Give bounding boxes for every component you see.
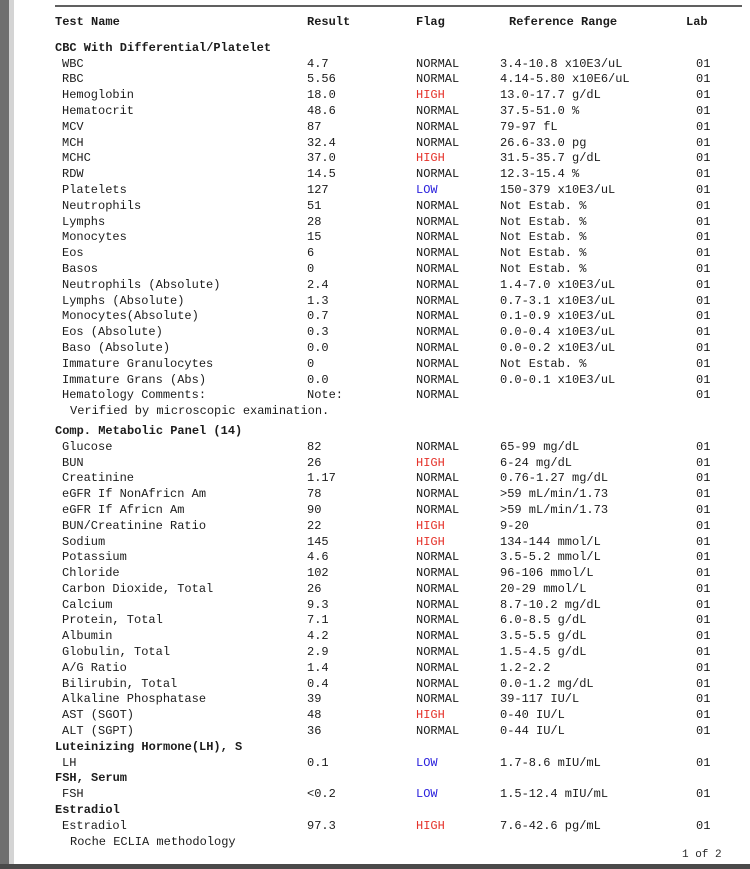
- test-name: Eos (Absolute): [62, 325, 163, 340]
- flag-value: NORMAL: [416, 471, 460, 486]
- flag-value: NORMAL: [416, 246, 460, 261]
- test-row: [0, 661, 750, 677]
- result-value: 127: [307, 182, 329, 197]
- result-value: 48.6: [307, 103, 336, 118]
- flag-value: NORMAL: [416, 325, 460, 340]
- flag-value: NORMAL: [416, 487, 460, 502]
- note-text: Roche ECLIA methodology: [70, 834, 236, 849]
- reference-range: 0.0-0.4 x10E3/uL: [500, 325, 616, 340]
- test-row: [0, 199, 750, 215]
- reference-range: Not Estab. %: [500, 198, 587, 213]
- test-row: [0, 373, 750, 389]
- test-row: [0, 357, 750, 373]
- flag-value: NORMAL: [416, 340, 460, 355]
- test-row: [0, 215, 750, 231]
- lab-code: 01: [696, 182, 711, 197]
- test-name: Lymphs: [62, 214, 106, 229]
- lab-code: 01: [696, 198, 711, 213]
- test-name: Immature Granulocytes: [62, 356, 214, 371]
- test-name: Hemoglobin: [62, 88, 135, 103]
- lab-code: 01: [696, 439, 711, 454]
- result-value: 14.5: [307, 167, 336, 182]
- reference-range: 96-106 mmol/L: [500, 566, 594, 581]
- flag-value: NORMAL: [416, 597, 460, 612]
- lab-code: 01: [696, 455, 711, 470]
- lab-code: 01: [696, 72, 711, 87]
- header-rule: [55, 5, 742, 7]
- reference-range: 1.5-12.4 mIU/mL: [500, 787, 609, 802]
- test-row: [0, 629, 750, 645]
- test-row: [0, 756, 750, 772]
- result-value: 37.0: [307, 151, 336, 166]
- lab-code: 01: [696, 597, 711, 612]
- test-name: eGFR If NonAfricn Am: [62, 487, 207, 502]
- lab-code: 01: [696, 167, 711, 182]
- lab-code: 01: [696, 645, 711, 660]
- reference-range: 26.6-33.0 pg: [500, 135, 587, 150]
- flag-value: NORMAL: [416, 56, 460, 71]
- test-row: [0, 550, 750, 566]
- flag-value: HIGH: [416, 708, 445, 723]
- result-value: 51: [307, 198, 322, 213]
- reference-range: 4.14-5.80 x10E6/uL: [500, 72, 630, 87]
- result-value: 1.17: [307, 471, 336, 486]
- lab-code: 01: [696, 487, 711, 502]
- reference-range: 37.5-51.0 %: [500, 103, 580, 118]
- test-name: Creatinine: [62, 471, 135, 486]
- lab-code: 01: [696, 119, 711, 134]
- result-value: Note:: [307, 388, 344, 403]
- flag-value: HIGH: [416, 455, 445, 470]
- flag-value: NORMAL: [416, 103, 460, 118]
- section-row: [0, 740, 750, 756]
- reference-range: Not Estab. %: [500, 246, 587, 261]
- section-title: FSH, Serum: [55, 771, 128, 786]
- result-value: 1.4: [307, 660, 329, 675]
- result-value: 78: [307, 487, 322, 502]
- test-row: [0, 819, 750, 835]
- section-row: [0, 41, 750, 57]
- test-row: [0, 246, 750, 262]
- reference-range: >59 mL/min/1.73: [500, 502, 609, 517]
- result-value: 87: [307, 119, 322, 134]
- lab-code: 01: [696, 103, 711, 118]
- test-name: Chloride: [62, 566, 120, 581]
- reference-range: 0.0-1.2 mg/dL: [500, 676, 594, 691]
- lab-code: 01: [696, 581, 711, 596]
- result-value: 48: [307, 708, 322, 723]
- column-header-flag: Flag: [416, 15, 445, 29]
- test-row: [0, 294, 750, 310]
- lab-code: 01: [696, 550, 711, 565]
- lab-code: 01: [696, 261, 711, 276]
- result-value: 82: [307, 439, 322, 454]
- section-title: Estradiol: [55, 803, 120, 818]
- test-row: [0, 503, 750, 519]
- test-name: Eos: [62, 246, 84, 261]
- reference-range: 6.0-8.5 g/dL: [500, 613, 587, 628]
- test-row: [0, 230, 750, 246]
- lab-code: 01: [696, 818, 711, 833]
- lab-code: 01: [696, 471, 711, 486]
- result-value: 0.3: [307, 325, 329, 340]
- flag-value: NORMAL: [416, 692, 460, 707]
- test-name: Monocytes(Absolute): [62, 309, 199, 324]
- reference-range: 134-144 mmol/L: [500, 534, 601, 549]
- test-name: Carbon Dioxide, Total: [62, 581, 214, 596]
- reference-range: 65-99 mg/dL: [500, 439, 580, 454]
- test-name: Monocytes: [62, 230, 127, 245]
- test-name: Neutrophils: [62, 198, 142, 213]
- section-row: [0, 424, 750, 440]
- test-name: MCH: [62, 135, 84, 150]
- test-row: [0, 167, 750, 183]
- reference-range: 12.3-15.4 %: [500, 167, 580, 182]
- page-indicator: 1 of 2: [682, 849, 722, 861]
- result-value: 90: [307, 502, 322, 517]
- test-name: LH: [62, 755, 77, 770]
- reference-range: 1.2-2.2: [500, 660, 551, 675]
- result-value: 18.0: [307, 88, 336, 103]
- lab-code: 01: [696, 708, 711, 723]
- reference-range: Not Estab. %: [500, 356, 587, 371]
- test-row: [0, 787, 750, 803]
- note-text: Verified by microscopic examination.: [70, 404, 330, 419]
- reference-range: 8.7-10.2 mg/dL: [500, 597, 601, 612]
- flag-value: HIGH: [416, 88, 445, 103]
- test-row: [0, 692, 750, 708]
- test-row: [0, 325, 750, 341]
- result-value: 28: [307, 214, 322, 229]
- result-value: 22: [307, 518, 322, 533]
- lab-code: 01: [696, 88, 711, 103]
- result-value: 0.0: [307, 340, 329, 355]
- result-value: 26: [307, 581, 322, 596]
- test-name: MCHC: [62, 151, 91, 166]
- test-name: Hematology Comments:: [62, 388, 207, 403]
- test-name: Baso (Absolute): [62, 340, 171, 355]
- reference-range: 1.7-8.6 mIU/mL: [500, 755, 601, 770]
- flag-value: NORMAL: [416, 119, 460, 134]
- test-row: [0, 677, 750, 693]
- reference-range: 20-29 mmol/L: [500, 581, 587, 596]
- test-row: [0, 88, 750, 104]
- lab-code: 01: [696, 246, 711, 261]
- reference-range: 7.6-42.6 pg/mL: [500, 818, 601, 833]
- result-value: 2.9: [307, 645, 329, 660]
- reference-range: 0.7-3.1 x10E3/uL: [500, 293, 616, 308]
- column-header-lab: Lab: [686, 15, 708, 29]
- reference-range: 9-20: [500, 518, 529, 533]
- test-row: [0, 440, 750, 456]
- flag-value: NORMAL: [416, 261, 460, 276]
- note-row: [0, 404, 750, 420]
- lab-code: 01: [696, 151, 711, 166]
- reference-range: 1.4-7.0 x10E3/uL: [500, 277, 616, 292]
- test-name: Alkaline Phosphatase: [62, 692, 207, 707]
- lab-code: 01: [696, 135, 711, 150]
- reference-range: 0.1-0.9 x10E3/uL: [500, 309, 616, 324]
- flag-value: NORMAL: [416, 198, 460, 213]
- result-value: 145: [307, 534, 329, 549]
- reference-range: 3.5-5.2 mmol/L: [500, 550, 601, 565]
- flag-value: NORMAL: [416, 372, 460, 387]
- lab-code: 01: [696, 613, 711, 628]
- reference-range: Not Estab. %: [500, 261, 587, 276]
- test-name: FSH: [62, 787, 84, 802]
- flag-value: LOW: [416, 755, 438, 770]
- test-row: [0, 104, 750, 120]
- test-name: BUN: [62, 455, 84, 470]
- section-row: [0, 803, 750, 819]
- result-value: 6: [307, 246, 315, 261]
- test-row: [0, 136, 750, 152]
- test-name: Lymphs (Absolute): [62, 293, 185, 308]
- reference-range: >59 mL/min/1.73: [500, 487, 609, 502]
- lab-code: 01: [696, 518, 711, 533]
- lab-code: 01: [696, 660, 711, 675]
- flag-value: NORMAL: [416, 660, 460, 675]
- test-row: [0, 645, 750, 661]
- test-row: [0, 566, 750, 582]
- lab-code: 01: [696, 372, 711, 387]
- result-value: <0.2: [307, 787, 336, 802]
- flag-value: HIGH: [416, 534, 445, 549]
- result-value: 1.3: [307, 293, 329, 308]
- test-name: A/G Ratio: [62, 660, 127, 675]
- flag-value: NORMAL: [416, 550, 460, 565]
- result-value: 5.56: [307, 72, 336, 87]
- test-row: [0, 456, 750, 472]
- test-row: [0, 724, 750, 740]
- test-name: Glucose: [62, 439, 113, 454]
- table-header-row: [0, 15, 750, 31]
- reference-range: 0.0-0.2 x10E3/uL: [500, 340, 616, 355]
- test-name: Platelets: [62, 182, 127, 197]
- test-name: AST (SGOT): [62, 708, 135, 723]
- lab-code: 01: [696, 566, 711, 581]
- test-name: Albumin: [62, 629, 113, 644]
- section-title: Luteinizing Hormone(LH), S: [55, 739, 243, 754]
- test-name: Bilirubin, Total: [62, 676, 178, 691]
- test-row: [0, 582, 750, 598]
- flag-value: HIGH: [416, 151, 445, 166]
- lab-code: 01: [696, 388, 711, 403]
- lab-code: 01: [696, 755, 711, 770]
- result-value: 26: [307, 455, 322, 470]
- test-name: Globulin, Total: [62, 645, 171, 660]
- lab-code: 01: [696, 502, 711, 517]
- test-row: [0, 262, 750, 278]
- flag-value: NORMAL: [416, 356, 460, 371]
- test-row: [0, 519, 750, 535]
- lab-code: 01: [696, 309, 711, 324]
- flag-value: NORMAL: [416, 581, 460, 596]
- result-value: 15: [307, 230, 322, 245]
- test-row: [0, 72, 750, 88]
- reference-range: 0-44 IU/L: [500, 724, 565, 739]
- test-name: MCV: [62, 119, 84, 134]
- test-row: [0, 598, 750, 614]
- flag-value: LOW: [416, 787, 438, 802]
- reference-range: 31.5-35.7 g/dL: [500, 151, 601, 166]
- lab-code: 01: [696, 230, 711, 245]
- lab-code: 01: [696, 692, 711, 707]
- result-value: 7.1: [307, 613, 329, 628]
- flag-value: NORMAL: [416, 439, 460, 454]
- reference-range: 3.5-5.5 g/dL: [500, 629, 587, 644]
- lab-code: 01: [696, 724, 711, 739]
- flag-value: NORMAL: [416, 676, 460, 691]
- test-row: [0, 388, 750, 404]
- result-value: 4.6: [307, 550, 329, 565]
- flag-value: NORMAL: [416, 645, 460, 660]
- test-name: Neutrophils (Absolute): [62, 277, 221, 292]
- test-name: Hematocrit: [62, 103, 135, 118]
- result-value: 0: [307, 356, 315, 371]
- test-row: [0, 151, 750, 167]
- left-edge-light-strip: [9, 0, 14, 869]
- test-name: Sodium: [62, 534, 106, 549]
- result-value: 2.4: [307, 277, 329, 292]
- reference-range: Not Estab. %: [500, 214, 587, 229]
- reference-range: 0.76-1.27 mg/dL: [500, 471, 609, 486]
- result-value: 4.7: [307, 56, 329, 71]
- test-name: RBC: [62, 72, 84, 87]
- lab-code: 01: [696, 56, 711, 71]
- result-value: 0.7: [307, 309, 329, 324]
- flag-value: NORMAL: [416, 388, 460, 403]
- note-row: [0, 835, 750, 851]
- lab-code: 01: [696, 293, 711, 308]
- result-value: 4.2: [307, 629, 329, 644]
- test-name: ALT (SGPT): [62, 724, 135, 739]
- lab-code: 01: [696, 340, 711, 355]
- test-name: Protein, Total: [62, 613, 163, 628]
- lab-code: 01: [696, 356, 711, 371]
- result-value: 0: [307, 261, 315, 276]
- column-header-test-name: Test Name: [55, 15, 120, 29]
- bottom-edge-band: [0, 864, 750, 869]
- flag-value: NORMAL: [416, 214, 460, 229]
- result-value: 39: [307, 692, 322, 707]
- test-name: RDW: [62, 167, 84, 182]
- flag-value: NORMAL: [416, 277, 460, 292]
- test-row: [0, 535, 750, 551]
- reference-range: 79-97 fL: [500, 119, 558, 134]
- reference-range: Not Estab. %: [500, 230, 587, 245]
- test-row: [0, 120, 750, 136]
- column-header-result: Result: [307, 15, 351, 29]
- result-value: 102: [307, 566, 329, 581]
- flag-value: NORMAL: [416, 502, 460, 517]
- test-name: Calcium: [62, 597, 113, 612]
- flag-value: NORMAL: [416, 613, 460, 628]
- test-row: [0, 183, 750, 199]
- section-row: [0, 771, 750, 787]
- left-edge-dark-strip: [0, 0, 9, 869]
- flag-value: LOW: [416, 182, 438, 197]
- reference-range: 3.4-10.8 x10E3/uL: [500, 56, 623, 71]
- lab-code: 01: [696, 629, 711, 644]
- reference-range: 150-379 x10E3/uL: [500, 182, 616, 197]
- result-value: 32.4: [307, 135, 336, 150]
- lab-code: 01: [696, 214, 711, 229]
- flag-value: NORMAL: [416, 566, 460, 581]
- test-name: Immature Grans (Abs): [62, 372, 207, 387]
- flag-value: NORMAL: [416, 724, 460, 739]
- flag-value: NORMAL: [416, 230, 460, 245]
- test-row: [0, 278, 750, 294]
- result-value: 97.3: [307, 818, 336, 833]
- result-value: 36: [307, 724, 322, 739]
- test-name: BUN/Creatinine Ratio: [62, 518, 207, 533]
- test-row: [0, 471, 750, 487]
- flag-value: NORMAL: [416, 309, 460, 324]
- test-name: eGFR If Africn Am: [62, 502, 185, 517]
- reference-range: 6-24 mg/dL: [500, 455, 573, 470]
- test-row: [0, 708, 750, 724]
- test-row: [0, 309, 750, 325]
- lab-code: 01: [696, 277, 711, 292]
- results-table-body: [0, 41, 750, 851]
- result-value: 0.1: [307, 755, 329, 770]
- results-table: [0, 15, 750, 850]
- column-header-reference-range: Reference Range: [509, 15, 618, 29]
- test-row: [0, 613, 750, 629]
- flag-value: HIGH: [416, 518, 445, 533]
- flag-value: HIGH: [416, 818, 445, 833]
- flag-value: NORMAL: [416, 135, 460, 150]
- reference-range: 13.0-17.7 g/dL: [500, 88, 601, 103]
- flag-value: NORMAL: [416, 629, 460, 644]
- flag-value: NORMAL: [416, 167, 460, 182]
- lab-code: 01: [696, 787, 711, 802]
- flag-value: NORMAL: [416, 293, 460, 308]
- test-row: [0, 57, 750, 73]
- header-gap: [0, 31, 750, 41]
- reference-range: 1.5-4.5 g/dL: [500, 645, 587, 660]
- reference-range: 0.0-0.1 x10E3/uL: [500, 372, 616, 387]
- test-name: Basos: [62, 261, 99, 276]
- lab-code: 01: [696, 325, 711, 340]
- lab-code: 01: [696, 534, 711, 549]
- test-name: Potassium: [62, 550, 127, 565]
- section-title: Comp. Metabolic Panel (14): [55, 423, 243, 438]
- test-name: WBC: [62, 56, 84, 71]
- result-value: 9.3: [307, 597, 329, 612]
- reference-range: 0-40 IU/L: [500, 708, 565, 723]
- lab-code: 01: [696, 676, 711, 691]
- result-value: 0.0: [307, 372, 329, 387]
- test-row: [0, 487, 750, 503]
- result-value: 0.4: [307, 676, 329, 691]
- test-row: [0, 341, 750, 357]
- test-name: Estradiol: [62, 818, 127, 833]
- reference-range: 39-117 IU/L: [500, 692, 580, 707]
- flag-value: NORMAL: [416, 72, 460, 87]
- section-title: CBC With Differential/Platelet: [55, 40, 272, 55]
